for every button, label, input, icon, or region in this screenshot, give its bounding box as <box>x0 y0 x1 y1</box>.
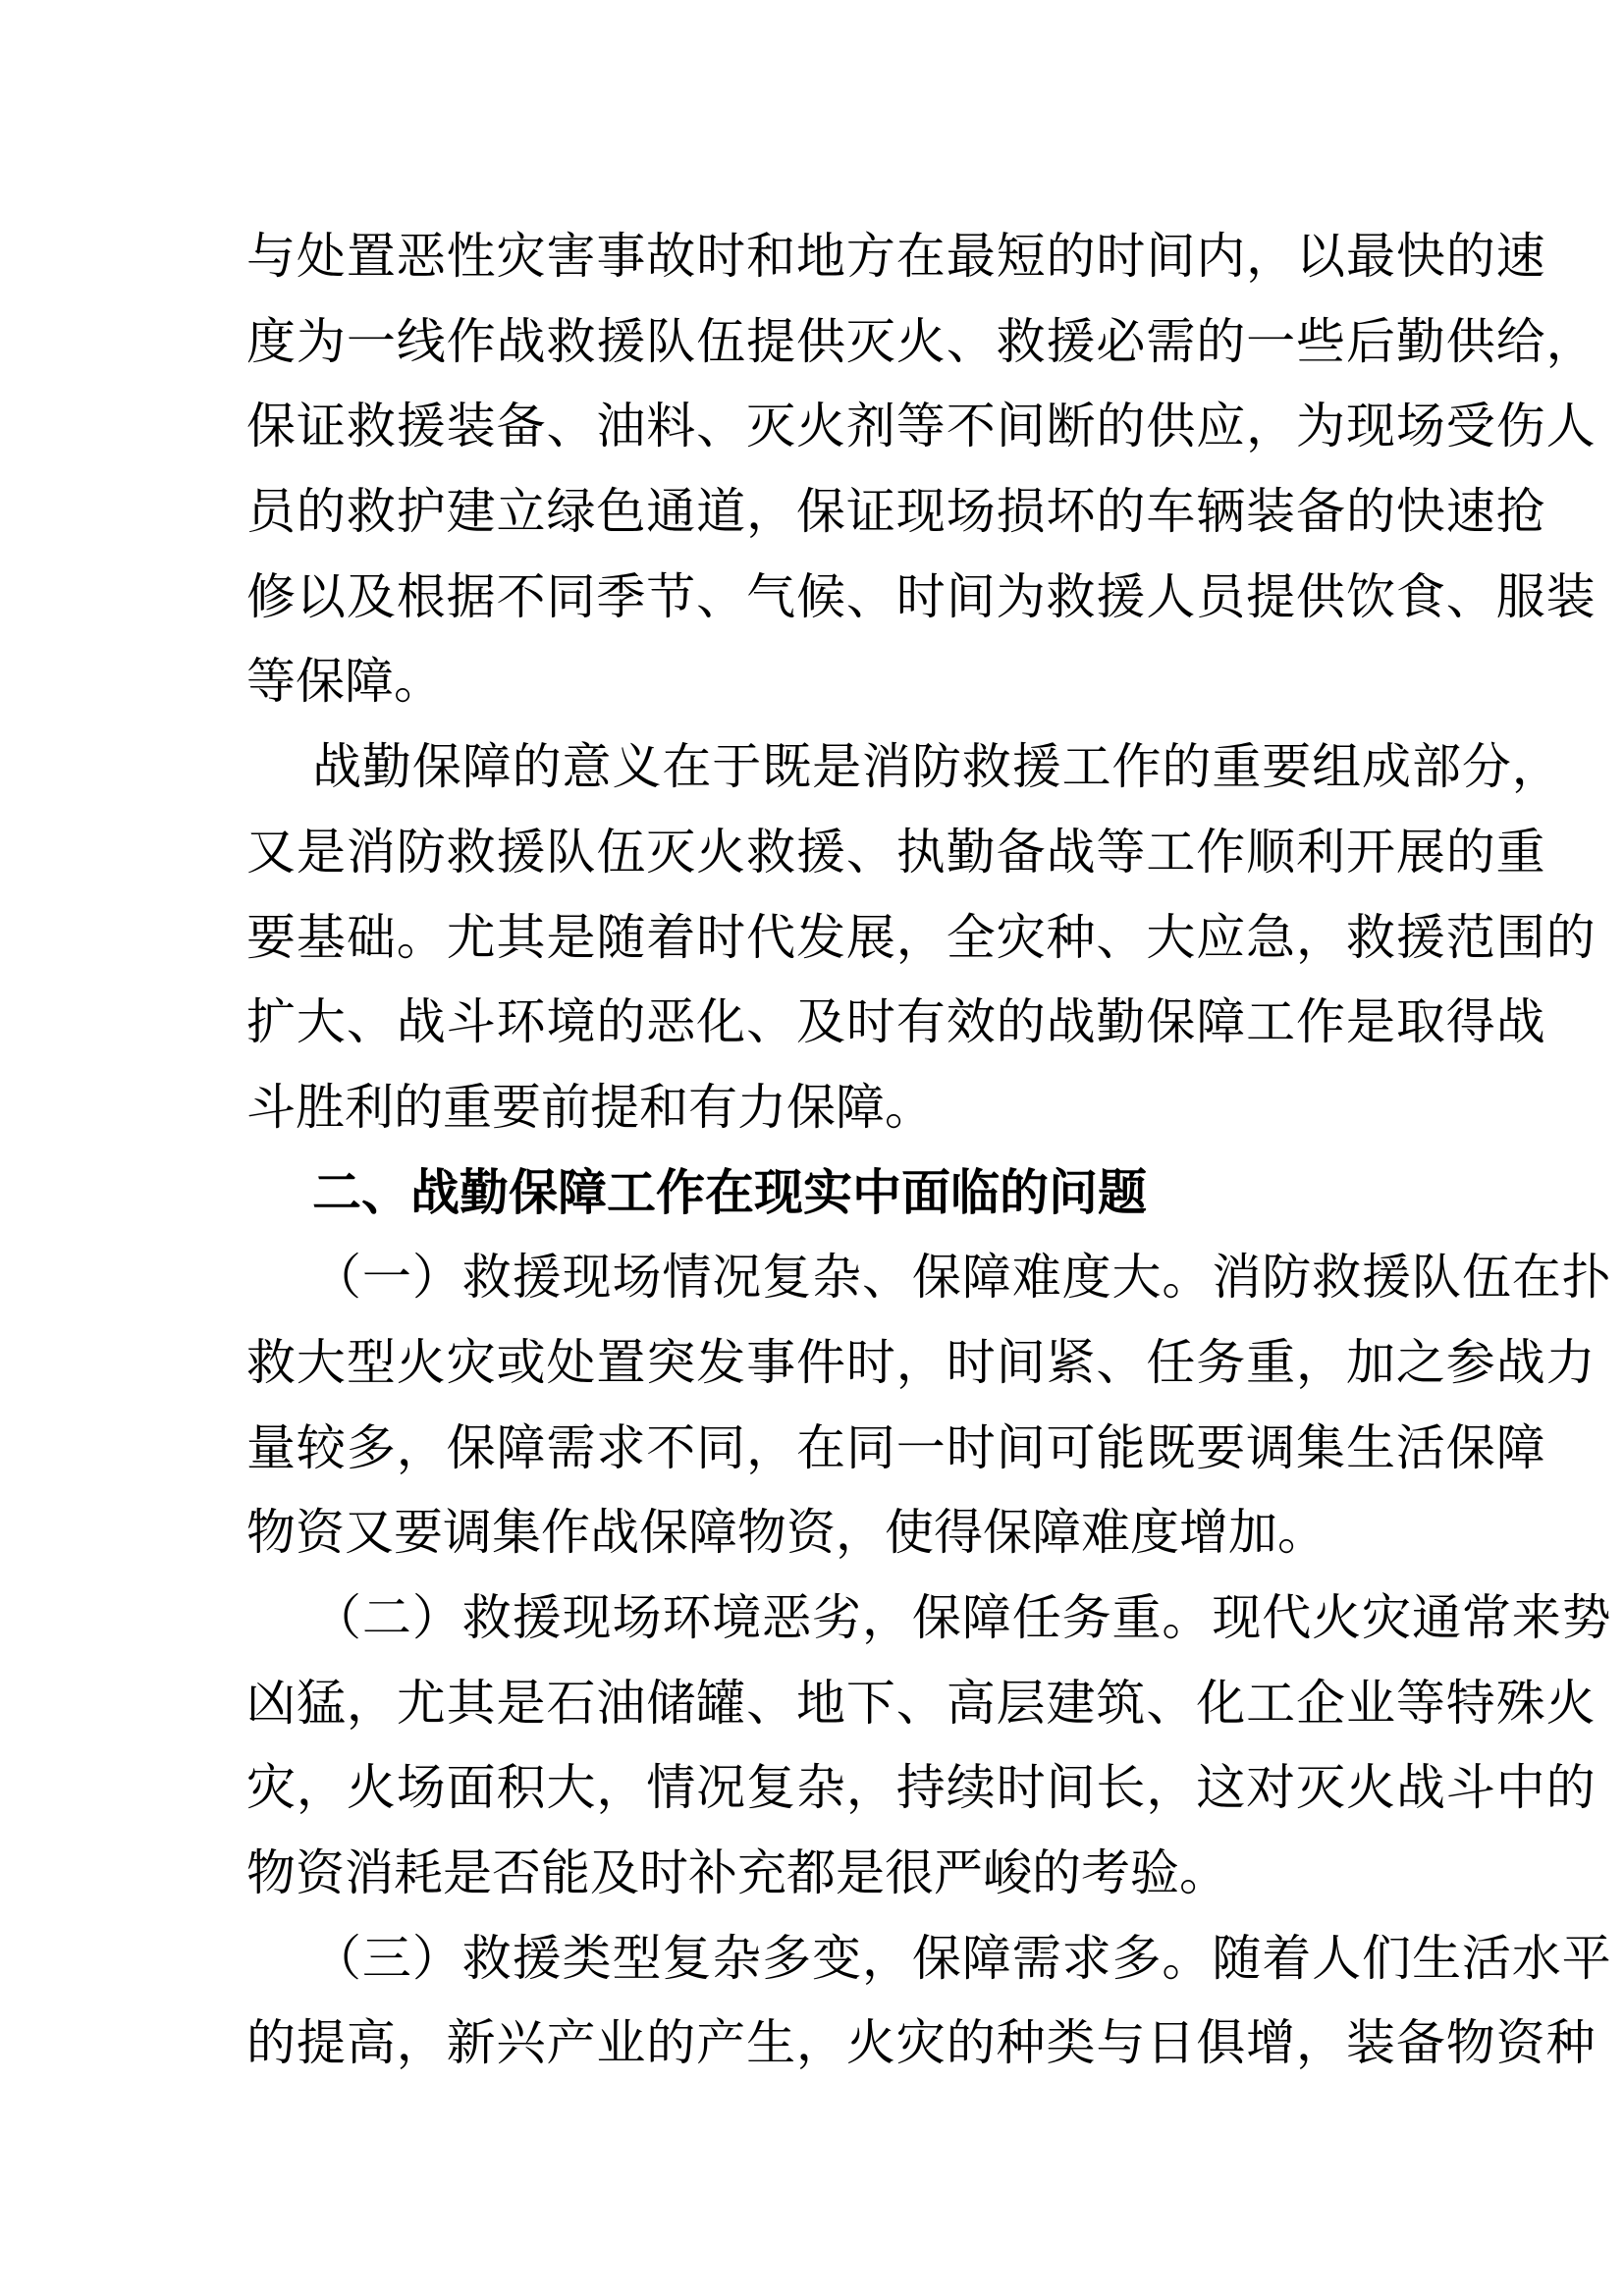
line-text: （ 二 ） 救 援 现 场 环 境 恶 劣 ， 保 障 任 务 重 。 现 代 火 灾 通 常 来 势 <box>312 1589 1611 1646</box>
line-text: 的 提 高 ， 新 兴 产 业 的 产 生 ， 火 灾 的 种 类 与 日 俱 增 ， 装 备 物 资 种 <box>246 2014 1596 2072</box>
line-text: 物资又要调集作战保障物资，使得保障难度增加。 <box>246 1504 1326 1562</box>
text-line <box>246 980 1545 1065</box>
line-text: 与 处 置 恶 性 灾 害 事 故 时 和 地 方 在 最 短 的 时 间 内 ， 以 最 快 的 速 <box>246 228 1545 285</box>
text-line <box>246 1745 1596 1831</box>
heading-text: 二、战勤保障工作在现实中面临的问题 <box>312 1163 1147 1221</box>
text-line <box>246 810 1545 895</box>
line-text: 凶 猛 ， 尤 其 是 石 油 储 罐 、 地 下 、 高 层 建 筑 、 化 工 企 业 等 特 殊 火 <box>246 1674 1596 1732</box>
text-line-paragraph-start <box>246 1235 1611 1320</box>
text-line-paragraph-end <box>246 1490 1378 1575</box>
text-line <box>246 1406 1545 1491</box>
line-text: 等保障。 <box>246 653 443 711</box>
line-text: （ 三 ） 救 援 类 型 复 杂 多 变 ， 保 障 需 求 多 。 随 着 人 们 生 活 水 平 <box>312 1929 1611 1987</box>
text-line-paragraph-start <box>246 1575 1611 1661</box>
line-text: 保 证 救 援 装 备 、 油 料 、 灭 火 剂 等 不 间 断 的 供 应 ， 为 现 场 受 伤 人 <box>246 398 1596 455</box>
line-text: 修 以 及 根 据 不 同 季 节 、 气 候 、 时 间 为 救 援 人 员 提 供 饮 食 、 服 装 <box>246 567 1596 625</box>
text-line <box>246 384 1596 469</box>
text-line <box>246 1320 1596 1406</box>
text-line-paragraph-end <box>246 1831 1378 1916</box>
line-text: （ 一 ） 救 援 现 场 情 况 复 杂 、 保 障 难 度 大 。 消 防 救 援 队 伍 在 扑 <box>312 1249 1611 1307</box>
line-text: 度 为 一 线 作 战 救 援 队 伍 提 供 灭 火 、 救 援 必 需 的 一 些 后 勤 供 给 ， <box>246 312 1596 370</box>
line-text: 斗胜利的重要前提和有力保障。 <box>246 1078 934 1136</box>
text-line <box>246 469 1545 555</box>
line-text: 要 基 础 。 尤 其 是 随 着 时 代 发 展 ， 全 灾 种 、 大 应 急 ， 救 援 范 围 的 <box>246 908 1596 966</box>
text-line <box>246 214 1545 299</box>
text-line-paragraph-end <box>246 1065 1378 1150</box>
line-text: 量 较 多 ， 保 障 需 求 不 同 ， 在 同 一 时 间 可 能 既 要 调 集 生 活 保 障 <box>246 1418 1545 1476</box>
line-text: 战 勤 保 障 的 意 义 在 于 既 是 消 防 救 援 工 作 的 重 要 组 成 部 分 ， <box>312 738 1561 796</box>
text-line-paragraph-start <box>246 724 1561 810</box>
text-line-paragraph-start <box>246 1916 1611 2002</box>
line-text: 又 是 消 防 救 援 队 伍 灭 火 救 援 、 执 勤 备 战 等 工 作 顺 利 开 展 的 重 <box>246 823 1545 881</box>
text-line <box>246 299 1596 385</box>
section-heading <box>246 1150 1378 1236</box>
line-text: 物资消耗是否能及时补充都是很严峻的考验。 <box>246 1844 1228 1902</box>
line-text: 扩 大 、 战 斗 环 境 的 恶 化 、 及 时 有 效 的 战 勤 保 障 工 作 是 取 得 战 <box>246 993 1545 1051</box>
text-line-paragraph-end <box>246 639 1378 724</box>
line-text: 灾 ， 火 场 面 积 大 ， 情 况 复 杂 ， 持 续 时 间 长 ， 这 对 灭 火 战 斗 中 的 <box>246 1759 1596 1817</box>
text-line <box>246 555 1596 640</box>
line-text: 员 的 救 护 建 立 绿 色 通 道 ， 保 证 现 场 损 坏 的 车 辆 装 备 的 快 速 抢 <box>246 483 1545 541</box>
line-text: 救 大 型 火 灾 或 处 置 突 发 事 件 时 ， 时 间 紧 、 任 务 重 ， 加 之 参 战 力 <box>246 1333 1596 1391</box>
text-line <box>246 895 1596 981</box>
text-line <box>246 1661 1596 1746</box>
document-body <box>246 214 1611 2086</box>
text-line <box>246 2001 1596 2086</box>
